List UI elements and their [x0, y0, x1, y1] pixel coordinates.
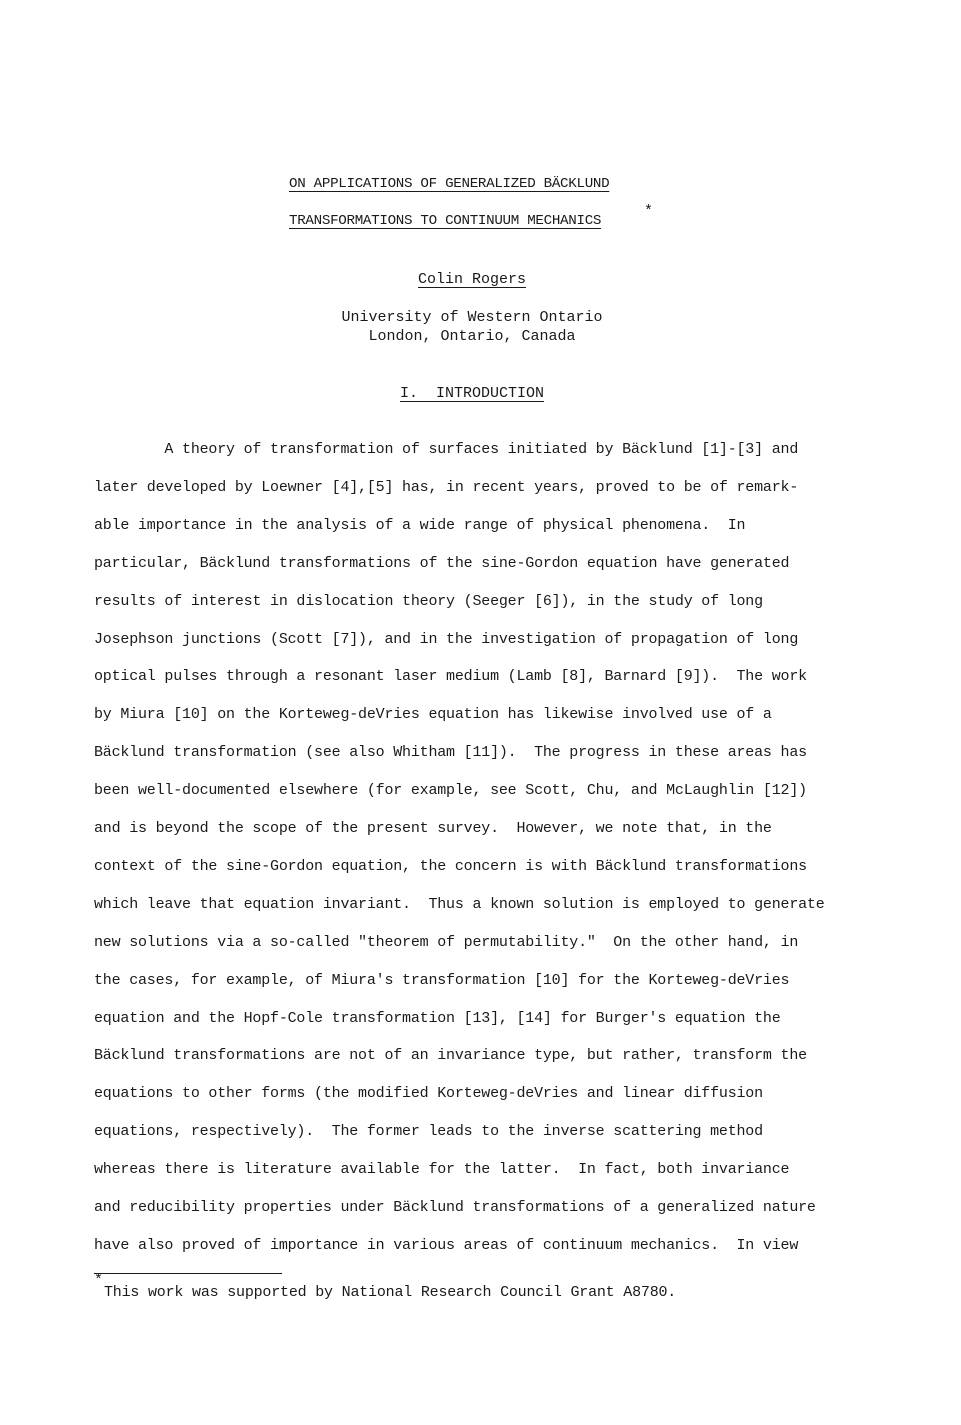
- affiliation-line-2: London, Ontario, Canada: [368, 328, 576, 345]
- footnote-divider: [94, 1273, 282, 1274]
- title-footnote-marker: *: [644, 203, 654, 220]
- body-line: equations to other forms (the modified Korteweg-deVries and linear diffusion: [94, 1085, 763, 1103]
- body-line: able importance in the analysis of a wide range of physical phenomena. In: [94, 516, 746, 534]
- affiliation-line-1: University of Western Ontario: [341, 309, 603, 326]
- body-line: Bäcklund transformations are not of an invariance type, but rather, transform the: [94, 1047, 807, 1065]
- body-line: the cases, for example, of Miura's transformation [10] for the Korteweg-deVries: [94, 971, 790, 989]
- body-line: equation and the Hopf-Cole transformation [13], [14] for Burger's equation the: [94, 1009, 781, 1027]
- body-line: new solutions via a so-called "theorem of permutability." On the other hand, in: [94, 933, 799, 951]
- footnote-text: This work was supported by National Research Council Grant A8780.: [104, 1284, 677, 1301]
- body-line: and reducibility properties under Bäcklund transformations of a generalized nature: [94, 1199, 816, 1216]
- footnote-marker: *: [94, 1272, 104, 1289]
- body-line: which leave that equation invariant. Thus a known solution is employed to generate: [94, 895, 825, 913]
- body-line: been well-documented elsewhere (for example, see Scott, Chu, and McLaughlin [12]): [94, 782, 807, 800]
- body-line: have also proved of importance in various areas of continuum mechanics. In view: [94, 1236, 799, 1254]
- body-line: context of the sine-Gordon equation, the concern is with Bäcklund transformations: [94, 857, 807, 875]
- body-line: results of interest in dislocation theory (Seeger [6]), in the study of long: [94, 592, 763, 610]
- body-line: later developed by Loewner [4],[5] has, in recent years, proved to be of remark-: [94, 478, 799, 496]
- body-line: by Miura [10] on the Korteweg-deVries equation has likewise involved use of a: [94, 706, 772, 724]
- body-line: whereas there is literature available for the latter. In fact, both invariance: [94, 1161, 790, 1179]
- body-line: and is beyond the scope of the present survey. However, we note that, in the: [94, 820, 772, 837]
- title-line-1: ON APPLICATIONS OF GENERALIZED BÄCKLUND: [289, 176, 610, 192]
- body-line: Bäcklund transformation (see also Whitham [11]). The progress in these areas has: [94, 744, 807, 762]
- body-line: equations, respectively). The former leads to the inverse scattering method: [94, 1123, 763, 1141]
- section-heading: I. INTRODUCTION: [399, 385, 545, 402]
- body-line: optical pulses through a resonant laser medium (Lamb [8], Barnard [9]). The work: [94, 668, 807, 686]
- title-line-2: TRANSFORMATIONS TO CONTINUUM MECHANICS: [289, 213, 602, 229]
- body-line: Josephson junctions (Scott [7]), and in the investigation of propagation of long: [94, 630, 799, 648]
- author-name: Colin Rogers: [417, 271, 527, 288]
- body-line: particular, Bäcklund transformations of the sine-Gordon equation have generated: [94, 554, 790, 572]
- body-line: A theory of transformation of surfaces initiated by Bäcklund [1]-[3] and: [94, 441, 799, 458]
